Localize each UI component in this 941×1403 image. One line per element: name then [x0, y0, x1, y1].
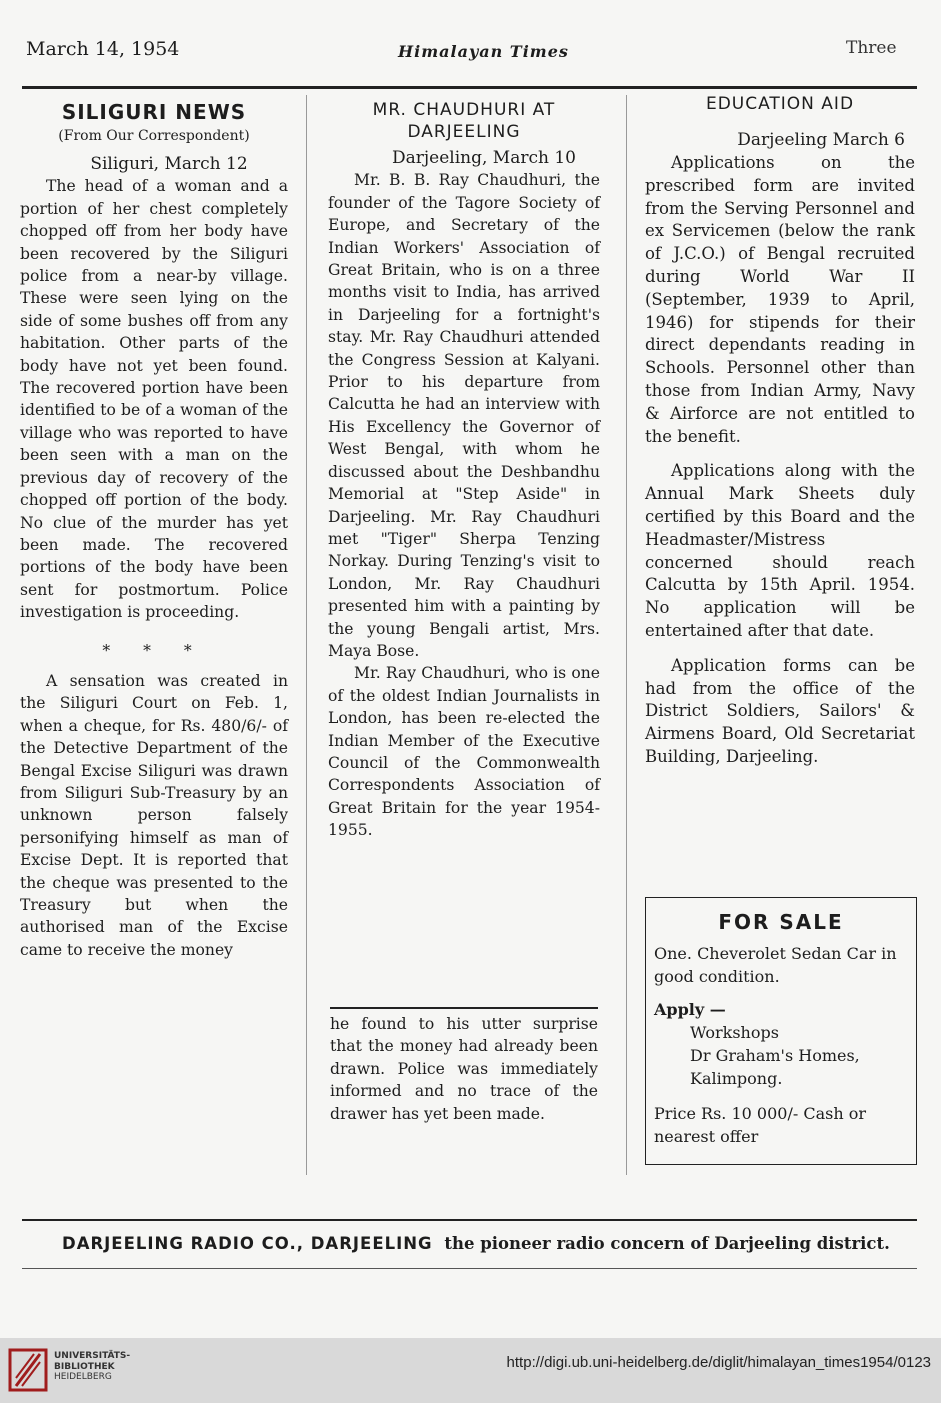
library-name-line-3: HEIDELBERG: [54, 1372, 112, 1382]
library-name-line-2: BIBLIOTHEK: [54, 1361, 115, 1372]
continuation-rule: [330, 1007, 598, 1009]
chaudhuri-story-2: Mr. Ray Chaudhuri, who is one of the oldest Indian Journalists in London, has been re-elected the Indian Member of the Executive Council of the Commonwealth Correspondents Association of Great Britain for the year 1954-1955.: [328, 664, 600, 840]
for-sale-address-2: Dr Graham's Homes,: [690, 1046, 860, 1065]
column-rule-2: [626, 95, 627, 1175]
page-number: Three: [846, 38, 897, 58]
for-sale-apply: Apply —: [654, 1000, 726, 1019]
paper-name: Himalayan Times: [398, 42, 569, 61]
siliguri-news-title: SILIGURI NEWS: [61, 100, 247, 124]
issue-date: March 14, 1954: [26, 38, 180, 60]
education-dateline: Darjeeling March 6: [737, 130, 905, 150]
footer-rule-top: [22, 1219, 917, 1221]
library-logo-text: [54, 1351, 130, 1383]
chaudhuri-title: MR. CHAUDHURI AT DARJEELING: [372, 100, 556, 142]
for-sale-address-3: Kalimpong.: [690, 1069, 783, 1088]
header-rule: [22, 86, 917, 89]
siliguri-news-column: [20, 99, 288, 961]
for-sale-item: One. Cheverolet Sedan Car in good condition.: [654, 944, 897, 986]
radio-company-tagline: the pioneer radio concern of Darjeeling district.: [444, 1234, 890, 1253]
siliguri-byline: (From Our Correspondent): [58, 128, 250, 144]
education-aid-column: [645, 92, 915, 769]
continued-story: [330, 1013, 598, 1125]
siliguri-story-2: A sensation was created in the Siliguri Court on Feb. 1, when a cheque, for Rs. 480/6/- of the Detective Department of the Bengal Excise Siliguri was drawn from Siliguri Sub-Treasury by an unknown person falsely personifying himself as man of Excise Dept. It is reported that the cheque was presented to the Treasury but when the authorised man of the Excise came to receive the money: [20, 671, 288, 959]
education-para-1: Applications on the prescribed form are invited from the Serving Personnel and ex Servicemen (below the rank of J.C.O.) of Bengal recruited during World War II (September, 1939 to April, 1946) for stipends for their direct dependants reading in Schools. Personnel other than those from Indian Army, Navy & Airforce are not entitled to the benefit.: [645, 153, 915, 446]
education-para-3: Application forms can be had from the office of the District Soldiers, Sailors' & Airmens Board, Old Secretariat Building, Darjeeling.: [645, 655, 915, 766]
siliguri-story-1: The head of a woman and a portion of her chest completely chopped off from her body have been recovered by the Siliguri police from a near-by village. These were seen lying on the side of some bushes off from any habitation. Other parts of the body have not yet been found. The recovered portion have been identified to be of a woman of the village who was reported to have been seen with a man on the previous day of recovery of the chopped off portion of the body. No clue of the murder has yet been made. The recovered portions of the body have been sent for postmortum. Police investigation is proceeding.: [20, 177, 288, 622]
for-sale-ad: [645, 897, 917, 1165]
library-logo-icon: [8, 1346, 48, 1394]
source-url-link[interactable]: http://digi.ub.uni-heidelberg.de/diglit/himalayan_times1954/0123: [506, 1354, 931, 1371]
chaudhuri-story-1: Mr. B. B. Ray Chaudhuri, the founder of the Tagore Society of Europe, and Secretary of the Indian Workers' Association of Great Britain, who is on a three months visit to India, has arrived in Darjeeling for a fortnight's stay. Mr. Ray Chaudhuri attended the Congress Session at Kalyani. Prior to his departure from Calcutta he had an interview with His Excellency the Governor of West Bengal, with whom he discussed about the Deshbandhu Memorial at "Step Aside" in Darjeeling. Mr. Ray Chaudhuri met "Tiger" Sherpa Tenzing Norkay. During Tenzing's visit to London, Mr. Ray Chaudhuri presented him with a painting by the young Bengali artist, Mrs. Maya Bose.: [328, 171, 600, 660]
footer-rule-bottom: [22, 1268, 917, 1269]
column-rule-1: [306, 95, 307, 1175]
library-bar: [0, 1338, 941, 1403]
chaudhuri-column: [328, 99, 600, 842]
for-sale-address-1: Workshops: [690, 1023, 779, 1042]
radio-company-name: DARJEELING RADIO CO., DARJEELING: [62, 1234, 433, 1253]
for-sale-title: FOR SALE: [718, 910, 844, 934]
education-aid-title: EDUCATION AID: [705, 94, 855, 114]
chaudhuri-dateline: Darjeeling, March 10: [392, 148, 576, 168]
siliguri-story-continued: he found to his utter surprise that the money had already been drawn. Police was immediately informed and no trace of the drawer has yet been made.: [330, 1015, 598, 1123]
for-sale-price: Price Rs. 10 000/- Cash or nearest offer: [654, 1104, 867, 1146]
library-name-line-1: UNIVERSITÄTS-: [54, 1351, 131, 1361]
radio-company-ad: [62, 1234, 890, 1253]
siliguri-dateline: Siliguri, March 12: [90, 154, 248, 174]
education-para-2: Applications along with the Annual Mark Sheets duly certified by this Board and the Headmaster/Mistress concerned should reach Calcutta by 15th April. 1954. No application will be entertained after that date.: [645, 461, 915, 640]
section-separator: * * *: [102, 641, 206, 660]
